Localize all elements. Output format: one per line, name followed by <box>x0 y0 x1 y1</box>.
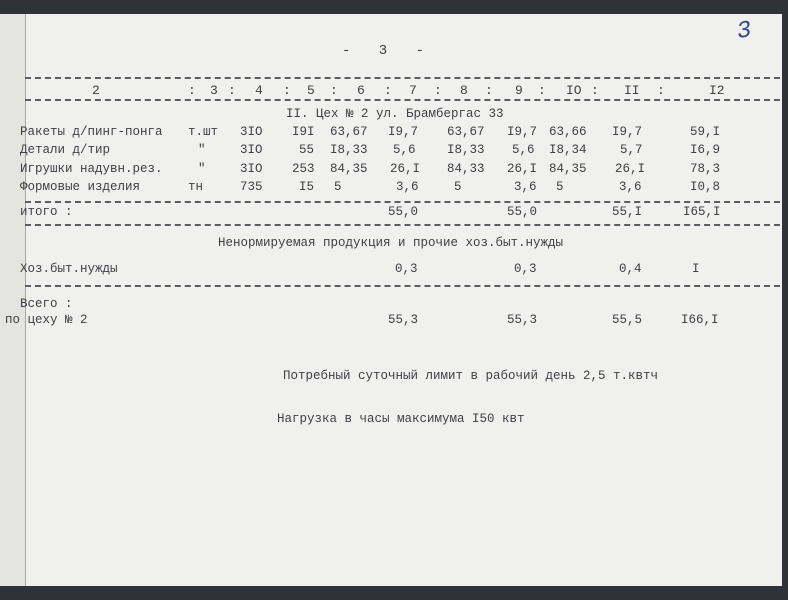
cell-c11: I9,7 <box>612 125 643 139</box>
cell-c10: 84,35 <box>549 162 587 176</box>
cell-c8: I8,33 <box>447 143 485 157</box>
header-col-5: 5 <box>307 83 315 98</box>
cell-c7: 5,6 <box>393 143 416 157</box>
header-sep: : <box>188 83 196 98</box>
household-row <box>0 262 788 280</box>
vsego-c12: I66,I <box>681 313 719 327</box>
household-c9: 0,3 <box>514 262 537 276</box>
cell-c7: I9,7 <box>388 125 419 139</box>
nonnorm-title: Ненормируемая продукция и прочие хоз.быт.нужды <box>218 236 564 250</box>
page-number: - 3 - <box>342 43 435 59</box>
header-top-rule <box>25 77 780 79</box>
cell-c10: 63,66 <box>549 125 587 139</box>
cell-c9: 26,I <box>507 162 538 176</box>
header-col-3: 3 <box>210 83 218 98</box>
table-row <box>0 162 788 180</box>
cell-c4: 735 <box>240 180 263 194</box>
header-sep: : <box>384 83 392 98</box>
vsego-sub-label: по цеху № 2 <box>5 313 88 327</box>
table-row <box>0 143 788 161</box>
cell-c10: 5 <box>556 180 564 194</box>
cell-c12: I0,8 <box>690 180 721 194</box>
itogo-top-rule <box>25 201 780 203</box>
cell-c8: 84,33 <box>447 162 485 176</box>
vsego-c11: 55,5 <box>612 313 643 327</box>
cell-c11: 5,7 <box>620 143 643 157</box>
handwritten-page-mark: 3 <box>735 17 754 46</box>
header-col-10: IO <box>566 83 582 98</box>
header-sep: : <box>538 83 546 98</box>
household-c11: 0,4 <box>619 262 642 276</box>
vsego-label: Всего : <box>20 297 73 311</box>
cell-c12: 78,3 <box>690 162 721 176</box>
table-row <box>0 180 788 198</box>
header-sep: : <box>591 83 599 98</box>
vsego-top-rule <box>25 285 780 287</box>
daily-limit-note: Потребный суточный лимит в рабочий день 2,5 т.квтч <box>283 369 659 383</box>
itogo-label: итого : <box>20 205 73 219</box>
header-col-12: I2 <box>709 83 725 98</box>
cell-c5: I9I <box>292 125 315 139</box>
cell-c12: I6,9 <box>690 143 721 157</box>
cell-c11: 26,I <box>615 162 646 176</box>
itogo-bottom-rule <box>25 224 780 226</box>
cell-c4: 3IO <box>240 162 263 176</box>
cell-c8: 5 <box>454 180 462 194</box>
itogo-c7: 55,0 <box>388 205 419 219</box>
header-sep: : <box>283 83 291 98</box>
cell-c12: 59,I <box>690 125 721 139</box>
household-label: Хоз.быт.нужды <box>20 262 118 276</box>
vsego-value-row <box>0 313 788 331</box>
cell-c11: 3,6 <box>619 180 642 194</box>
header-sep: : <box>228 83 236 98</box>
itogo-c12: I65,I <box>683 205 721 219</box>
header-sep: : <box>434 83 442 98</box>
itogo-row <box>0 205 788 223</box>
cell-c5: 55 <box>299 143 315 157</box>
cell-c8: 63,67 <box>447 125 485 139</box>
product-name: Формовые изделия <box>20 180 141 194</box>
household-c7: 0,3 <box>395 262 418 276</box>
column-header-row <box>0 83 788 101</box>
vsego-c9: 55,3 <box>507 313 538 327</box>
cell-c7: 26,I <box>390 162 421 176</box>
cell-c10: I8,34 <box>549 143 587 157</box>
header-col-11: II <box>624 83 640 98</box>
peak-load-note: Нагрузка в часы максимума I50 квт <box>277 412 525 426</box>
header-sep: : <box>330 83 338 98</box>
household-c12: I <box>692 262 700 276</box>
itogo-c9: 55,0 <box>507 205 538 219</box>
product-name: Ракеты д/пинг-понга <box>20 125 163 139</box>
product-name: Игрушки надувн.рез. <box>20 162 163 176</box>
cell-c6: 5 <box>334 180 342 194</box>
header-col-2: 2 <box>92 83 100 98</box>
cell-c6: I8,33 <box>330 143 368 157</box>
cell-c4: 3IO <box>240 143 263 157</box>
header-col-6: 6 <box>357 83 365 98</box>
unit: " <box>198 143 206 157</box>
vsego-c7: 55,3 <box>388 313 419 327</box>
header-sep: : <box>657 83 665 98</box>
cell-c9: 5,6 <box>512 143 535 157</box>
header-col-9: 9 <box>515 83 523 98</box>
unit: тн <box>188 180 204 194</box>
cell-c4: 3IO <box>240 125 263 139</box>
table-row <box>0 125 788 143</box>
header-col-8: 8 <box>460 83 468 98</box>
product-name: Детали д/тир <box>20 143 111 157</box>
header-col-7: 7 <box>409 83 417 98</box>
header-col-4: 4 <box>255 83 263 98</box>
cell-c5: 253 <box>292 162 315 176</box>
cell-c9: 3,6 <box>514 180 537 194</box>
section-header: II. Цех № 2 ул. Брамбергас 33 <box>286 107 504 121</box>
itogo-c11: 55,I <box>612 205 643 219</box>
unit: т.шт <box>188 125 219 139</box>
cell-c6: 84,35 <box>330 162 368 176</box>
cell-c5: I5 <box>299 180 315 194</box>
unit: " <box>198 162 206 176</box>
cell-c6: 63,67 <box>330 125 368 139</box>
header-sep: : <box>485 83 493 98</box>
cell-c7: 3,6 <box>396 180 419 194</box>
cell-c9: I9,7 <box>507 125 538 139</box>
